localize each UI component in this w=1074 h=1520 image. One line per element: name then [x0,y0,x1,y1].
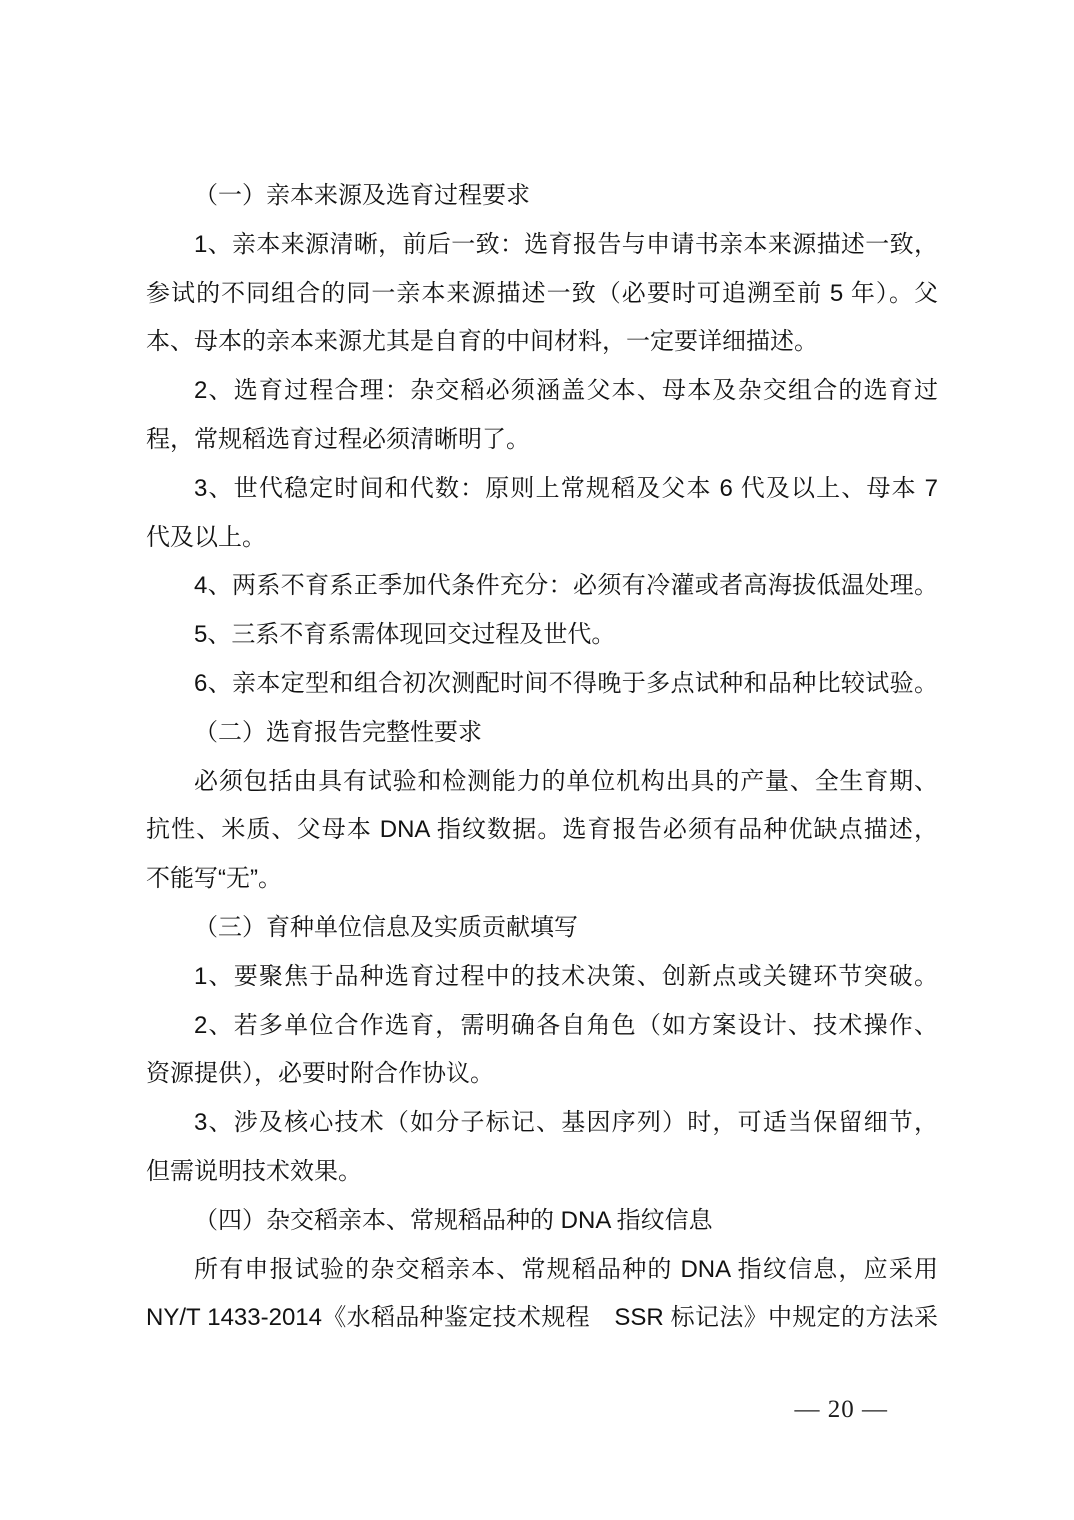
paragraph [146,465,938,563]
text-line: 5、三系不育系需体现回交过程及世代。 [194,621,616,649]
text-line: 但需说明技术效果。 [146,1157,362,1185]
page-footer [795,1396,889,1424]
text-line: 抗性、米质、父母本 DNA 指纹数据。选育报告必须有品种优缺点描述， [146,816,938,844]
text-line: （二）选育报告完整性要求 [194,718,482,746]
section-heading [146,172,938,221]
page-number: — 20 — [794,1396,888,1423]
text-line: 所有申报试验的杂交稻亲本、常规稻品种的 DNA 指纹信息，应采用 [194,1255,938,1283]
text-line: （三）育种单位信息及实质贡献填写 [194,913,578,941]
section-heading [146,1197,938,1246]
section-heading [146,904,938,953]
text-line: 资源提供），必要时附合作协议。 [146,1060,494,1088]
text-line: 2、若多单位合作选育，需明确各自角色（如方案设计、技术操作、 [194,1011,938,1039]
paragraph [146,1099,938,1197]
document-body [146,172,938,1343]
text-line: 3、涉及核心技术（如分子标记、基因序列）时，可适当保留细节， [194,1109,938,1137]
text-line: 4、两系不育系正季加代条件充分：必须有冷灌或者高海拔低温处理。 [194,572,938,600]
text-line: 1、亲本来源清晰，前后一致：选育报告与申请书亲本来源描述一致， [194,230,938,258]
text-line: NY/T 1433-2014《水稻品种鉴定技术规程 SSR 标记法》中规定的方法采 [146,1304,938,1332]
text-line: 不能写“无”。 [146,865,282,893]
text-line: 程，常规稻选育过程必须清晰明了。 [146,425,530,453]
paragraph [146,1246,938,1344]
text-line: （四）杂交稻亲本、常规稻品种的 DNA 指纹信息 [194,1206,713,1234]
text-line: （一）亲本来源及选育过程要求 [194,182,530,209]
section-heading [146,709,938,758]
paragraph [146,367,938,465]
paragraph [146,562,938,611]
paragraph [146,660,938,709]
paragraph [146,611,938,660]
text-line: 1、要聚焦于品种选育过程中的技术决策、创新点或关键环节突破。 [194,962,938,990]
paragraph [146,758,938,904]
text-line: 本、母本的亲本来源尤其是自育的中间材料，一定要详细描述。 [146,328,818,356]
text-line: 2、选育过程合理：杂交稻必须涵盖父本、母本及杂交组合的选育过 [194,377,938,405]
text-line: 代及以上。 [146,523,266,551]
paragraph [146,1002,938,1100]
text-line: 必须包括由具有试验和检测能力的单位机构出具的产量、全生育期、 [194,767,938,795]
text-line: 3、世代稳定时间和代数：原则上常规稻及父本 6 代及以上、母本 7 [194,474,938,502]
text-line: 6、亲本定型和组合初次测配时间不得晚于多点试种和品种比较试验。 [194,669,938,697]
paragraph [146,221,938,367]
paragraph [146,953,938,1002]
text-line: 参试的不同组合的同一亲本来源描述一致（必要时可追溯至前 5 年）。父 [146,279,938,307]
